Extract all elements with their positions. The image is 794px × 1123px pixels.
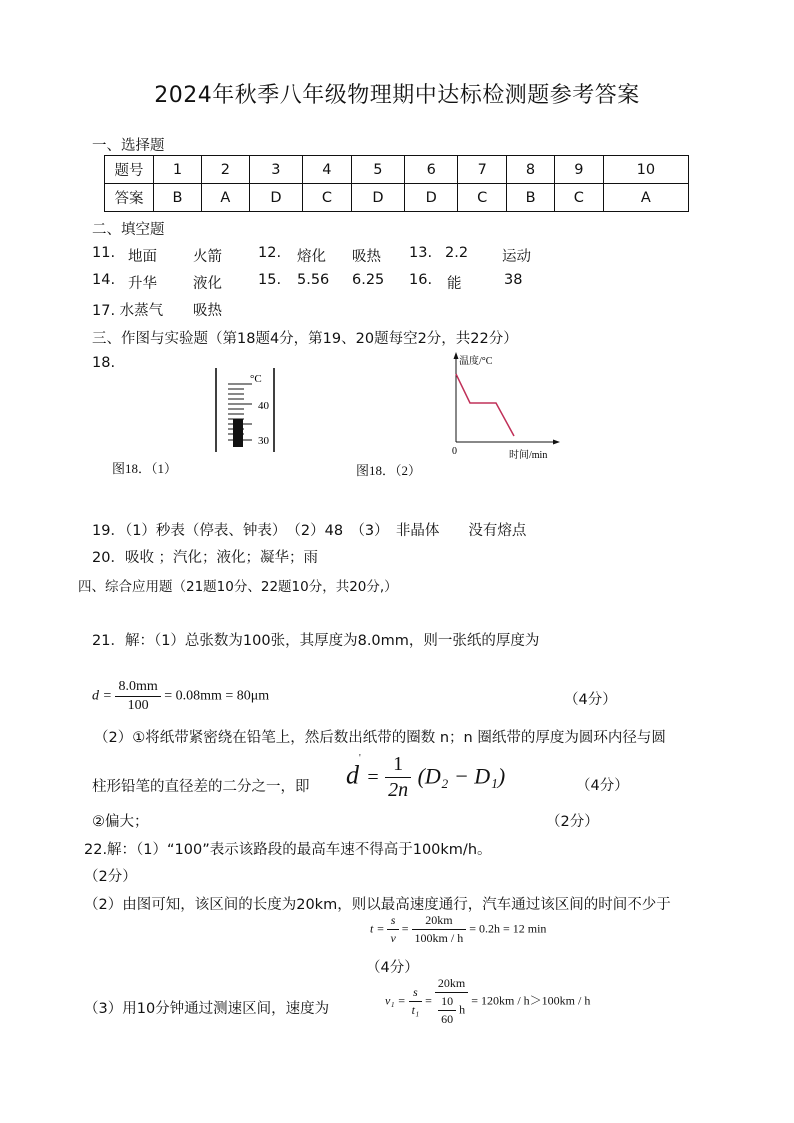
eq-numerator: 10 (438, 994, 456, 1011)
table-cell: D (405, 184, 458, 212)
table-cell: 2 (201, 156, 249, 184)
table-cell: 3 (249, 156, 302, 184)
thermometer-liquid-column (233, 419, 243, 447)
eq-fraction (385, 753, 411, 802)
thermometer-tick-40: 40 (258, 400, 269, 412)
eq-fraction (435, 976, 468, 1027)
fill-number: 15. (258, 272, 282, 288)
eq-numerator: 20km (435, 976, 468, 993)
eq-denominator: v (390, 931, 396, 945)
fill-answer: 17. 水蒸气 (92, 303, 164, 319)
table-cell: D (249, 184, 302, 212)
fill-answer: 地面 (128, 249, 157, 265)
fill-number: 13. (409, 245, 433, 261)
table-header-cell: 题号 (105, 156, 154, 184)
eq-nested-fraction (438, 994, 456, 1027)
origin-label: 0 (452, 446, 457, 457)
q22-part2: （2）由图可知，该区间的长度为20km，则以最高速度通行，汽车通过该区间的时间不少于 (84, 897, 671, 913)
eq-rhs: = 0.2h = 12 min (469, 921, 547, 936)
answer-table (104, 155, 689, 212)
q21-part2-line2: 柱形铅笔的直径差的二分之一，即 (92, 779, 310, 795)
q22-part3: （3）用10分钟通过测速区间，速度为 (84, 1001, 330, 1017)
fill-answer: 6.25 (352, 272, 385, 288)
fill-answer: 2.2 (445, 245, 469, 261)
table-cell: 6 (405, 156, 458, 184)
x-axis-arrow-icon (553, 440, 560, 445)
eq-denominator: 2n (388, 779, 409, 801)
q22-equation-2 (385, 976, 590, 1027)
q21-part2-line1: （2）①将纸带紧密绕在铅笔上，然后数出纸带的圈数 n；n 圈纸带的厚度为圆环内径与圆 (94, 730, 666, 746)
figure-1-caption: 图18．（1） (112, 461, 178, 476)
section-3-heading: 三、作图与实验题（第18题4分，第19、20题每空2分，共22分） (92, 331, 518, 347)
table-cell: A (603, 184, 688, 212)
table-row (105, 156, 689, 184)
question-20-answer: 20．吸收 ；汽化；液化；凝华；雨 (92, 550, 319, 566)
table-row (105, 184, 689, 212)
eq-rhs: (D₂ − D₁) (417, 763, 506, 789)
score-label: （4分） (564, 692, 617, 708)
fill-answer: 运动 (502, 249, 531, 265)
eq-fraction (412, 913, 467, 946)
table-header-cell: 答案 (105, 184, 154, 212)
fill-answer: 吸热 (352, 249, 381, 265)
eq-denominator (435, 993, 468, 1027)
eq-lhs: d = (92, 688, 112, 704)
question-19-answer: 19．（1）秒表（停表、钟表） （2）48 （3） 非晶体 没有熔点 (92, 523, 527, 539)
thermometer-tick-30: 30 (258, 435, 269, 447)
table-cell: B (507, 184, 555, 212)
eq-denominator: 100 (127, 698, 149, 713)
eq-lhs: t = (370, 921, 385, 936)
table-cell: C (458, 184, 507, 212)
q21-equation-2 (346, 753, 505, 802)
eq-equals: = (401, 921, 409, 936)
fill-number: 12. (258, 245, 282, 261)
table-cell: 4 (303, 156, 352, 184)
eq-equals: = (425, 993, 432, 1008)
eq-denominator: 60 (441, 1012, 454, 1026)
fill-answer: 火箭 (193, 249, 222, 265)
eq-numerator: s (387, 913, 398, 930)
score-label: （2分） (84, 869, 137, 885)
eq-lhs: d (346, 760, 359, 790)
eq-lhs: v₁ = (385, 993, 406, 1008)
y-axis-label: 温度/°C (459, 356, 493, 367)
score-label: （4分） (576, 778, 629, 794)
eq-prime: ' (359, 753, 361, 764)
eq-fraction (387, 913, 398, 946)
eq-denominator: 100km / h (414, 931, 464, 945)
eq-equals: = (367, 766, 379, 789)
fill-answer: 5.56 (297, 272, 330, 288)
eq-unit: h (459, 1002, 466, 1017)
section-1-heading: 一、选择题 (92, 138, 165, 154)
fill-answer: 能 (447, 276, 462, 292)
table-cell: D (351, 184, 404, 212)
score-label: （4分） (366, 960, 419, 976)
eq-denominator: t₁ (411, 1003, 420, 1017)
figure-2-caption: 图18．（2） (356, 463, 422, 478)
y-axis-arrow-icon (454, 352, 459, 359)
score-label: （2分） (546, 814, 599, 830)
q21-equation-1 (92, 679, 269, 714)
table-cell: 10 (603, 156, 688, 184)
eq-numerator: s (409, 985, 423, 1002)
section-2-heading: 二、填空题 (92, 222, 165, 238)
section-4-heading: 四、综合应用题（21题10分、22题10分，共20分,） (78, 579, 398, 595)
eq-rhs: = 0.08mm = 80μm (164, 688, 270, 704)
fill-answer: 38 (504, 272, 523, 288)
page-title: 2024年秋季八年级物理期中达标检测题参考答案 (154, 83, 640, 108)
fill-number: 16. (409, 272, 433, 288)
fill-answer: 熔化 (297, 249, 326, 265)
eq-fraction (409, 985, 423, 1018)
question-18-label: 18. (92, 355, 116, 371)
table-cell: 9 (555, 156, 604, 184)
fill-answer: 液化 (193, 276, 222, 292)
q22-equation-1 (370, 913, 546, 946)
eq-fraction (115, 679, 160, 714)
q22-part1: 22.解：（1）“100”表示该路段的最高车速不得高于100km/h。 (84, 842, 492, 858)
fill-answer: 吸热 (193, 303, 222, 319)
eq-rhs: = 120km / h＞100km / h (471, 993, 591, 1008)
table-cell: 7 (458, 156, 507, 184)
table-cell: 5 (351, 156, 404, 184)
fill-number: 14. (92, 272, 116, 288)
table-cell: 8 (507, 156, 555, 184)
fill-number: 11. (92, 245, 116, 261)
temperature-time-graph (446, 350, 564, 462)
fill-answer: 升华 (128, 276, 157, 292)
eq-numerator: 8.0mm (115, 679, 160, 697)
eq-numerator: 20km (412, 913, 467, 930)
table-cell: A (201, 184, 249, 212)
eq-numerator: 1 (385, 753, 411, 778)
table-cell: B (154, 184, 202, 212)
thermometer-unit: °C (250, 373, 262, 385)
q21-part3: ②偏大； (92, 814, 149, 830)
table-cell: C (555, 184, 604, 212)
question-21-intro: 21．解：（1）总张数为100张，其厚度为8.0mm，则一张纸的厚度为 (92, 633, 540, 649)
thermometer-figure (208, 364, 288, 456)
x-axis-label: 时间/min (509, 450, 548, 461)
table-cell: 1 (154, 156, 202, 184)
table-cell: C (303, 184, 352, 212)
temperature-curve (456, 374, 514, 436)
